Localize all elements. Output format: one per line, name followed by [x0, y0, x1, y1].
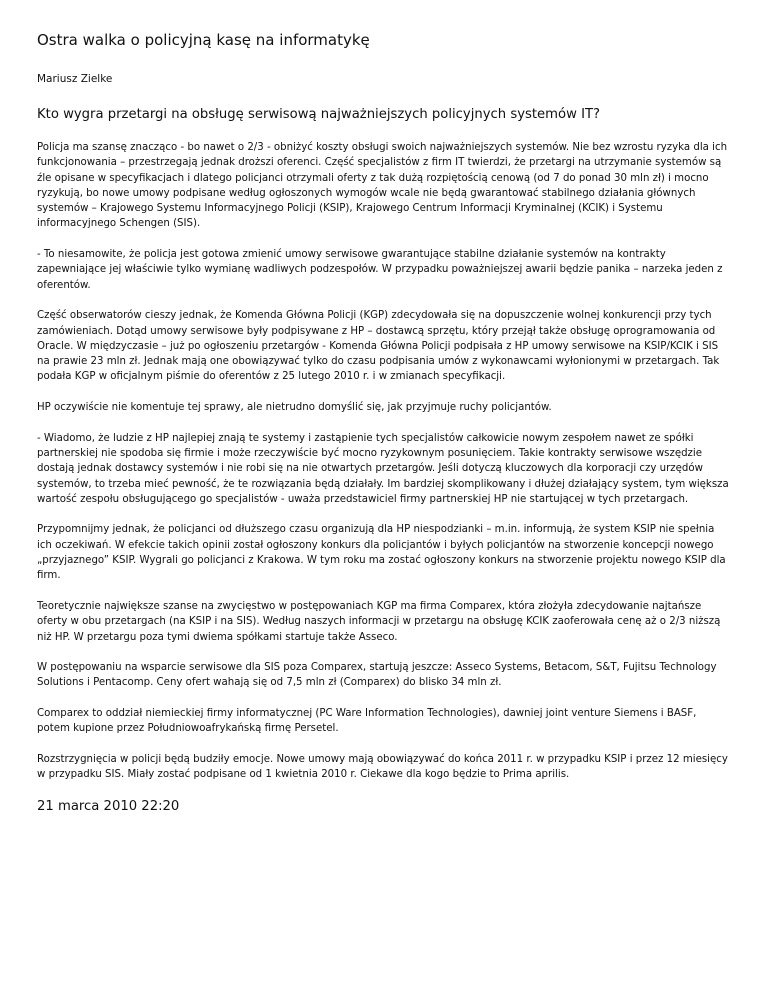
- article-author: Mariusz Zielke: [37, 73, 113, 85]
- article-paragraph: Przypomnijmy jednak, że policjanci od dłuższego czasu organizują dla HP niespodzianki – m.in. informują, że system KSIP nie spełnia ich oczekiwań. W efekcie takich opinii został ogłoszony konkurs dla policjantów i byłych policjantów na stworzenie koncepcji nowego „przyjaznego” KSIP. Wygrali go policjanci z Krakowa. W tym roku ma zostać ogłoszony konkurs na stworzenie projektu nowego KSIP dla firm.: [37, 524, 726, 582]
- article-paragraph: Rozstrzygnięcia w policji będą budziły emocje. Nowe umowy mają obowiązywać do końca 2011 r. w przypadku KSIP i przez 12 miesięcy w przypadku SIS. Miały zostać podpisane od 1 kwietnia 2010 r. Ciekawe dla kogo będzie to Prima aprilis.: [37, 753, 728, 781]
- article-paragraph: W postępowaniu na wsparcie serwisowe dla SIS poza Comparex, startują jeszcze: Asseco Systems, Betacom, S&T, Fujitsu Technology Solutions i Pentacomp. Ceny ofert wahają się od 7,5 mln zł (Comparex) do blisko 34 mln zł.: [37, 662, 717, 689]
- article-lead: Kto wygra przetargi na obsługę serwisową najważniejszych policyjnych systemów IT?: [37, 107, 601, 122]
- article-paragraph: Policja ma szansę znacząco - bo nawet o 2/3 - obniżyć koszty obsługi swoich najważniejszych systemów. Nie bez wzrostu ryzyka dla ich funkcjonowania – przestrzegają jednak droższi oferenci. Część specjalistów z firm IT twierdzi, że przetargi na utrzymanie systemów są źle opisane w specyfikacjach i dlatego policjanci otrzymali oferty z tak dużą rozpiętością cenową (od 7 do ponad 30 mln zł) i mocno ryzykują, bo nowe umowy podpisane według ogłoszonych wymogów wcale nie będą gwarantować stabilnego działania głównych systemów – Krajowego Systemu Informacyjnego Policji (KSIP), Krajowego Centrum Informacji Kryminalnej (KCIK) i Systemu informacyjnego Schengen (SIS).: [37, 142, 728, 230]
- article-paragraph: - To niesamowite, że policja jest gotowa zmienić umowy serwisowe gwarantujące stabilne działanie systemów na kontrakty zapewniające jej właściwie tylko wymianę wadliwych podzespołów. W przypadku poważniejszej awarii będzie panika – narzeka jeden z oferentów.: [37, 249, 723, 291]
- article-paragraph: - Wiadomo, że ludzie z HP najlepiej znają te systemy i zastąpienie tych specjalistów całkowicie nowym zespołem nawet ze spółki partnerskiej nie spodoba się firmie i może rzeczywiście być mocno ryzykownym posunięciem. Takie kontrakty serwisowe wszędzie dostają jednak dostawcy systemów i nie robi się na nie otwartych przetargów. Jeśli dotyczą kluczowych dla korporacji czy urzędów systemów, to trzeba mieć pewność, że te rozwiązania będą działały. Im bardziej skomplikowany i dłużej działający system, tym większa wartość zespołu obsługującego go specjalistów - uważa przedstawiciel firmy partnerskiej HP nie startującej w tych przetargach.: [37, 432, 729, 505]
- article-paragraph: Część obserwatorów cieszy jednak, że Komenda Główna Policji (KGP) zdecydowała się na dopuszczenie wolnej konkurencji przy tych zamówieniach. Dotąd umowy serwisowe były podpisywane z HP – dostawcą sprzętu, który przejął także obsługę oprogramowania od Oracle. W międzyczasie – już po ogłoszeniu przetargów - Komenda Główna Policji podpisała z HP umowy serwisowe na KSIP/KCIK i SIS na prawie 23 mln zł. Jednak mają one obowiązywać tylko do czasu podpisania umów z wykonawcami wyłonionymi w przetargach. Tak podała KGP w oficjalnym piśmie do oferentów z 25 lutego 2010 r. i w zmianach specyfikacji.: [37, 310, 720, 383]
- article-date: 21 marca 2010 22:20: [37, 798, 180, 814]
- article-paragraph: Comparex to oddział niemieckiej firmy informatycznej (PC Ware Information Technologies), dawniej joint venture Siemens i BASF, potem kupione przez Południowoafrykańską firmę Persetel.: [37, 707, 697, 735]
- article-paragraph: Teoretycznie największe szanse na zwycięstwo w postępowaniach KGP ma firma Comparex, która złożyła zdecydowanie najtańsze oferty w obu przetargach (na KSIP i na SIS). Według naszych informacji w przetargu na obsługę KCIK zaoferowała cenę aż o 2/3 niższą niż HP. W przetargu poza tymi dwiema spółkami startuje także Asseco.: [37, 600, 721, 643]
- article-paragraph: HP oczywiście nie komentuje tej sprawy, ale nietrudno domyślić się, jak przyjmuje ruchy policjantów.: [37, 402, 552, 414]
- article-title: Ostra walka o policyjną kasę na informatykę: [37, 31, 370, 49]
